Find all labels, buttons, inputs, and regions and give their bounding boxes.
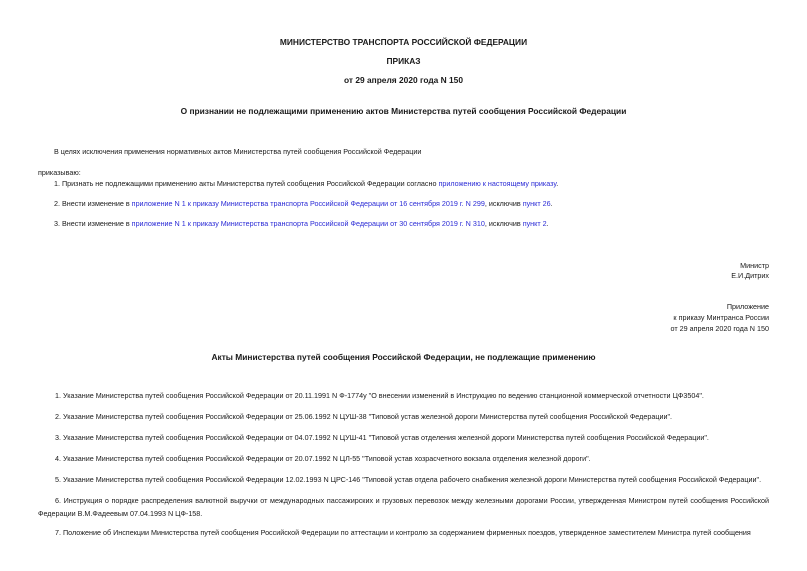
order-310-link[interactable]: приложение N 1 к приказу Министерства транспорта Российской Федерации от 30 сентября 2019 г. N 310 (131, 219, 485, 228)
appendix-order-ref: к приказу Минтранса России (673, 313, 769, 322)
act-item-7: 7. Положение об Инспекции Министерства путей сообщения Российской Федерации по аттестации и контролю за содержанием фирменных поездов, утвержденное заместителем Министра путей сообщения (55, 528, 751, 537)
item-1-text: 1. Признать не подлежащими применению акты Министерства путей сообщения Российской Федерации согласно (54, 179, 439, 188)
act-item-4: 4. Указание Министерства путей сообщения Российской Федерации от 20.07.1992 N ЦЛ-55 "Типовой устав хозрасчетного вокзала отделения железной дороги". (55, 454, 591, 463)
item-2-mid: , исключив (484, 199, 523, 208)
item-3 (54, 219, 549, 228)
ministry-heading: МИНИСТЕРСТВО ТРАНСПОРТА РОССИЙСКОЙ ФЕДЕРАЦИИ (279, 37, 528, 47)
item-1-end: . (556, 179, 559, 188)
appendix-date: от 29 апреля 2020 года N 150 (670, 324, 769, 333)
signature-name: Е.И.Дитрих (731, 271, 769, 280)
preamble-text: В целях исключения применения нормативных актов Министерства путей сообщения Российской Федерации (54, 147, 422, 156)
item-2-text: 2. Внести изменение в (54, 199, 132, 208)
clause-2-link[interactable]: пункт 2 (522, 219, 547, 228)
act-item-3: 3. Указание Министерства путей сообщения Российской Федерации от 04.07.1992 N ЦУШ-41 "Типовой устав отделения железной дороги Министерства путей сообщения Российской Федерации". (55, 433, 709, 442)
appendix-label: Приложение (726, 302, 769, 311)
order-299-link[interactable]: приложение N 1 к приказу Министерства транспорта Российской Федерации от 16 сентября 2019 г. N 299 (131, 199, 485, 208)
date-number-heading: от 29 апреля 2020 года N 150 (344, 75, 463, 85)
item-1 (54, 179, 558, 188)
signature-position: Министр (740, 261, 769, 270)
act-item-6: 6. Инструкция о порядке распределения валютной выручки от международных пассажирских и грузовых перевозок между железными дорогами России, утвержденная Министром путей сообщения Российской Федерации В.М.Фадеевым 07.04.1993 N ЦФ-158. (38, 496, 769, 518)
clause-26-link[interactable]: пункт 26 (522, 199, 551, 208)
document-title: О признании не подлежащими применению актов Министерства путей сообщения Российской Федерации (180, 106, 627, 116)
item-3-mid: , исключив (484, 219, 523, 228)
appendix-link[interactable]: приложению к настоящему приказу (438, 179, 557, 188)
act-item-5: 5. Указание Министерства путей сообщения Российской Федерации 12.02.1993 N ЦРС-146 "Типовой устав отдела рабочего снабжения железной дороги Министерства путей сообщения Российской Федерации". (55, 475, 762, 484)
appendix-title: Акты Министерства путей сообщения Российской Федерации, не подлежащие применению (211, 352, 596, 362)
doc-type-heading: ПРИКАЗ (386, 56, 421, 66)
item-2-end: . (550, 199, 553, 208)
act-item-2: 2. Указание Министерства путей сообщения Российской Федерации от 25.06.1992 N ЦУШ-38 "Типовой устав железной дороги Министерства путей сообщения Российской Федерации". (55, 412, 673, 421)
item-3-text: 3. Внести изменение в (54, 219, 132, 228)
item-2 (54, 199, 553, 208)
act-item-1: 1. Указание Министерства путей сообщения Российской Федерации от 20.11.1991 N Ф-1774у "О внесении изменений в Инструкцию по ведению станционной коммерческой отчетности ЦФ3504". (55, 391, 704, 400)
order-word: приказываю: (38, 168, 81, 177)
item-3-end: . (546, 219, 549, 228)
